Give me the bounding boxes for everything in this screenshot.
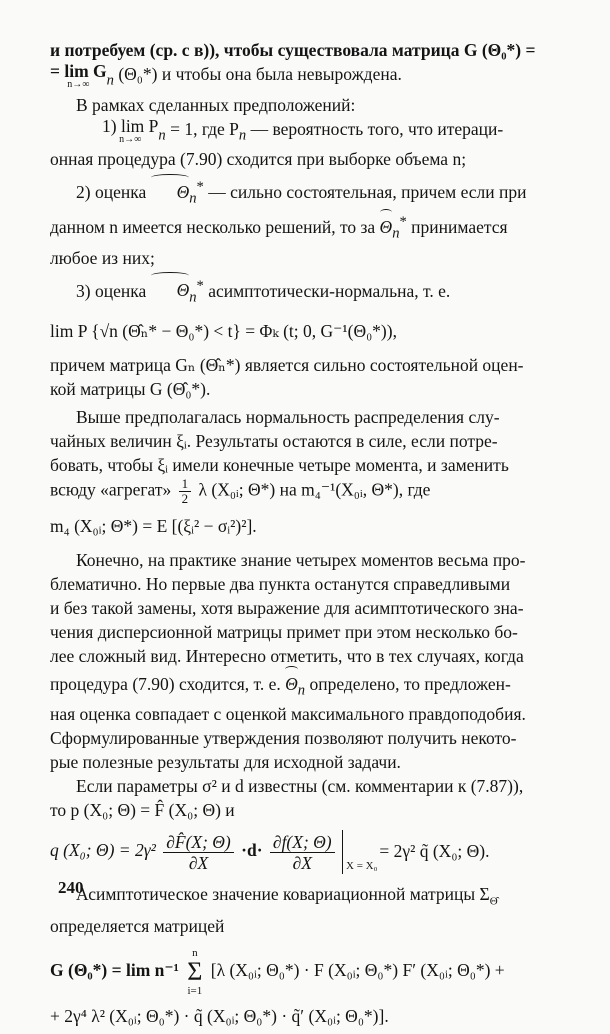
- text-line: Конечно, на практике знание четырех моментов весьма про-: [76, 549, 526, 570]
- text-line: В рамках сделанных предположений:: [76, 94, 356, 115]
- fraction: $\frac{\partial F̂(X; \Theta)}{\partial X}$: [163, 832, 234, 873]
- text-line: рые полезные результаты для исходной задачи.: [50, 752, 401, 773]
- text-line: то p (X₀; Θ) = F̂ (X₀; Θ) и: [50, 800, 235, 821]
- text-line: процедура (7.90) сходится, т. е. $\Theta_n$ определено, то предложен-: [50, 673, 511, 699]
- page-body: [50, 38, 555, 1034]
- text-line: лее сложный вид. Интересно отметить, что в тех случаях, когда: [50, 645, 524, 666]
- text-line: и без такой замены, хотя выражение для асимптотического зна-: [50, 597, 524, 618]
- text-line: Сформулированные утверждения позволяют получить некото-: [50, 728, 517, 749]
- text-line: и потребуем (ср. с в)), чтобы существовала матрица G (Θ₀*) =: [50, 40, 536, 60]
- text-line: любое из них;: [50, 247, 155, 268]
- evaluation-bar: X = X₀: [342, 830, 345, 874]
- text-line: 3) оценка $\Theta_n^*$ асимптотически-нормальна, т. е.: [76, 277, 451, 305]
- text-line: ная оценка совпадает с оценкой максимального правдоподобия.: [50, 704, 526, 725]
- text-line: блематично. Но первые два пункта останутся справедливыми: [50, 573, 511, 594]
- fraction: $\frac{\partial f(X; \Theta)}{\partial X}$: [270, 832, 335, 873]
- text-line: чения дисперсионной матрицы примет при этом несколько бо-: [50, 621, 518, 642]
- fraction-half: $\frac{1}{2}$: [179, 477, 192, 506]
- text-line: чайных величин ξᵢ. Результаты остаются в силе, если потре-: [50, 430, 498, 451]
- text-line: кой матрицы G (Θ̂₀*).: [50, 378, 211, 399]
- page-number: 240: [58, 878, 84, 897]
- equation-5: + 2γ⁴ λ² (X₀ᵢ; Θ₀*) · q̃ (X₀ᵢ; Θ₀*) · q̃′ (X₀ᵢ; Θ₀*)].: [50, 1005, 389, 1026]
- summation: n Σ i=1: [187, 946, 203, 997]
- text-line: 1) lim P n→∞ $_n$ = 1, где $P_n$ — вероятность того, что итераци-: [50, 117, 555, 148]
- text-line: причем матрица Gₙ (Θ̂ₙ*) является сильно состоятельной оцен-: [50, 354, 524, 375]
- text-line: Если параметры σ² и d известны (см. комментарии к (7.87)),: [76, 776, 524, 797]
- text-line: всюду «агрегат» $\frac{1}{2}$ λ (X₀ᵢ; Θ*) на m₄⁻¹(X₀ᵢ, Θ*), где: [50, 475, 431, 506]
- text-line: 2) оценка $\Theta_n^*$ — сильно состоятельная, причем если при: [76, 179, 527, 207]
- text-line: определяется матрицей: [50, 915, 225, 936]
- text-line: Выше предполагалась нормальность распределения слу-: [76, 406, 500, 427]
- text-line: бовать, чтобы ξᵢ имели конечные четыре момента, и заменить: [50, 454, 509, 475]
- equation-1: lim P {√n (Θ̂ₙ* − Θ₀*) < t} = Φₖ (t; 0, G⁻¹(Θ₀*)),: [50, 320, 397, 341]
- equation-3: q (X₀; Θ) = 2γ² $\frac{\partial F̂(X; \Theta)}{\partial X}$ ·d· $\frac{\partial f(X; \Theta)}{\partial X}$ X = X₀ = 2γ² q̃ (X₀; Θ).: [50, 831, 490, 873]
- limit-expression: = lim G n→∞: [50, 61, 107, 90]
- equation-2: m₄ (X₀ᵢ; Θ*) = E [(ξᵢ² − σᵢ²)²].: [50, 515, 257, 536]
- text-line: = lim G n→∞ $_n$ (Θ₀*) и чтобы она была невырождена.: [50, 61, 402, 90]
- text-line: Асимптотическое значение ковариационной матрицы $\Sigma_{\Thetâ}$: [76, 884, 498, 908]
- text-line: данном n имеется несколько решений, то за $\Theta_n^*$ принимается: [50, 214, 508, 242]
- text-line: онная процедура (7.90) сходится при выборке объема n;: [50, 149, 467, 169]
- limit-expression: 1) lim P n→∞: [102, 115, 159, 145]
- equation-4: G (Θ₀*) = lim n⁻¹ n Σ i=1 [λ (X₀ᵢ; Θ₀*) · F (X₀ᵢ; Θ₀*) F′ (X₀ᵢ; Θ₀*) +: [50, 946, 505, 997]
